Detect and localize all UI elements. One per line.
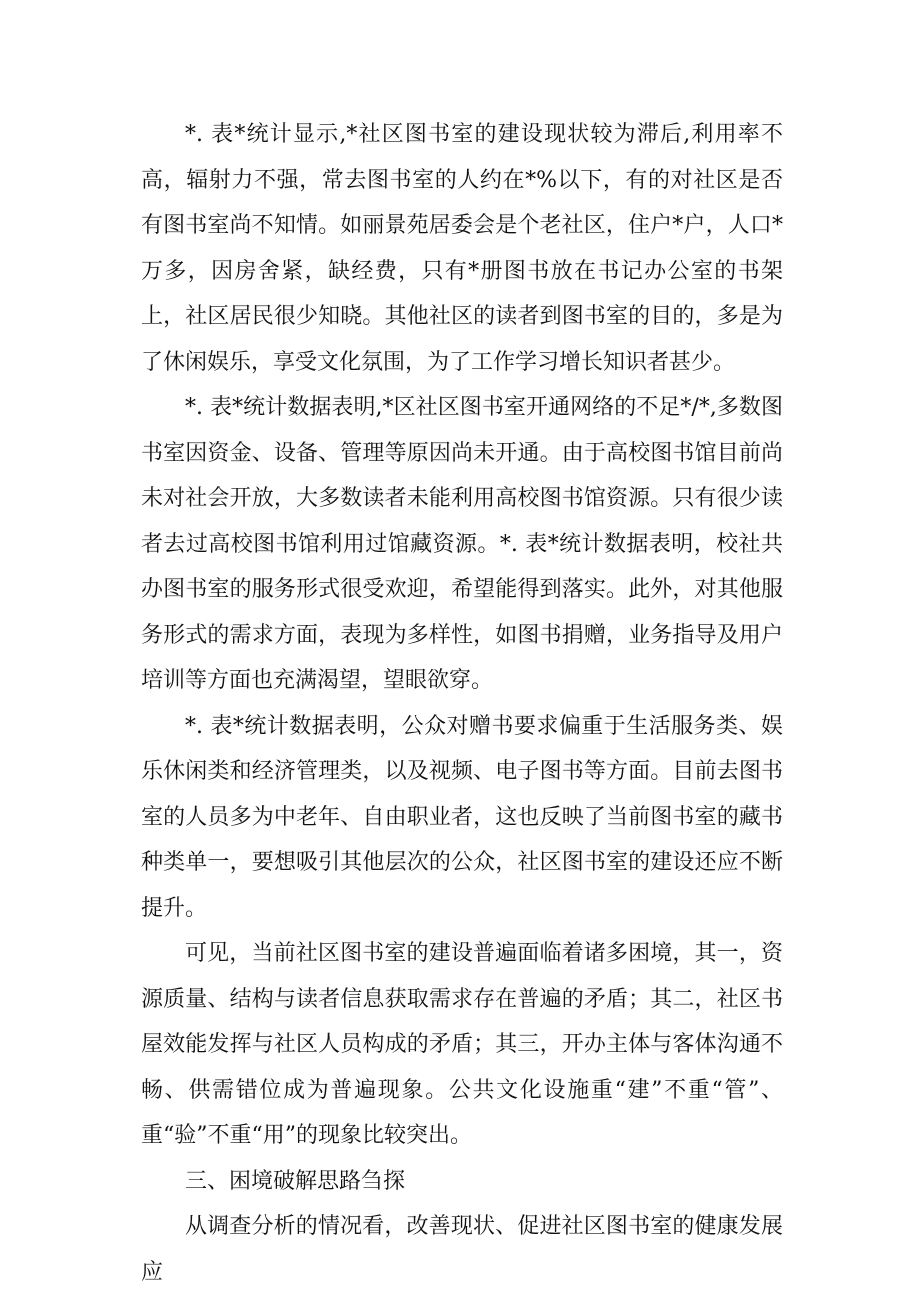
paragraph-book-demand: *. 表*统计数据表明，公众对赠书要求偏重于生活服务类、娱乐休闲类和经济管理类，以及视频、电子图书等方面。目前去图书室的人员多为中老年、自由职业者，这也反映了当前图书室的藏书种类单一，要想吸引其他层次的公众，社区图书室的建设还应不断提升。	[141, 713, 783, 921]
paragraph-network-access: *. 表*统计数据表明,*区社区图书室开通网络的不足*/*,多数图书室因资金、设备、管理等原因尚未开通。由于高校图书馆目前尚未对社会开放，大多数读者未能利用高校图书馆资源。只有很少读者去过高校图书馆利用过馆藏资源。*. 表*统计数据表明，校社共办图书室的服务形式很受欢迎，希望能得到落实。此外，对其他服务形式的需求方面，表现为多样性，如图书捐赠，业务指导及用户培训等方面也充满渴望，望眼欲穿。	[141, 395, 783, 693]
paragraph-summary-dilemmas: 可见，当前社区图书室的建设普遍面临着诸多困境，其一，资源质量、结构与读者信息获取需求存在普遍的矛盾；其二，社区书屋效能发挥与社区人员构成的矛盾；其三，开办主体与客体沟通不畅、供需错位成为普遍现象。公共文化设施重“建”不重“管”、重“验”不重“用”的现象比较突出。	[141, 941, 783, 1148]
document-body	[141, 112, 783, 1295]
paragraph-survey-status: *. 表*统计显示,*社区图书室的建设现状较为滞后,利用率不高，辐射力不强，常去图书室的人约在*%以下，有的对社区是否有图书室尚不知情。如丽景苑居委会是个老社区，住户*户，人口*万多，因房舍紧，缺经费，只有*册图书放在书记办公室的书架上，社区居民很少知晓。其他社区的读者到图书室的目的，多是为了休闲娱乐，享受文化氛围，为了工作学习增长知识者甚少。	[141, 122, 783, 375]
paragraph-analysis-start: 从调查分析的情况看，改善现状、促进社区图书室的健康发展应	[141, 1214, 783, 1285]
section-heading: 三、困境破解思路刍探	[185, 1168, 406, 1194]
